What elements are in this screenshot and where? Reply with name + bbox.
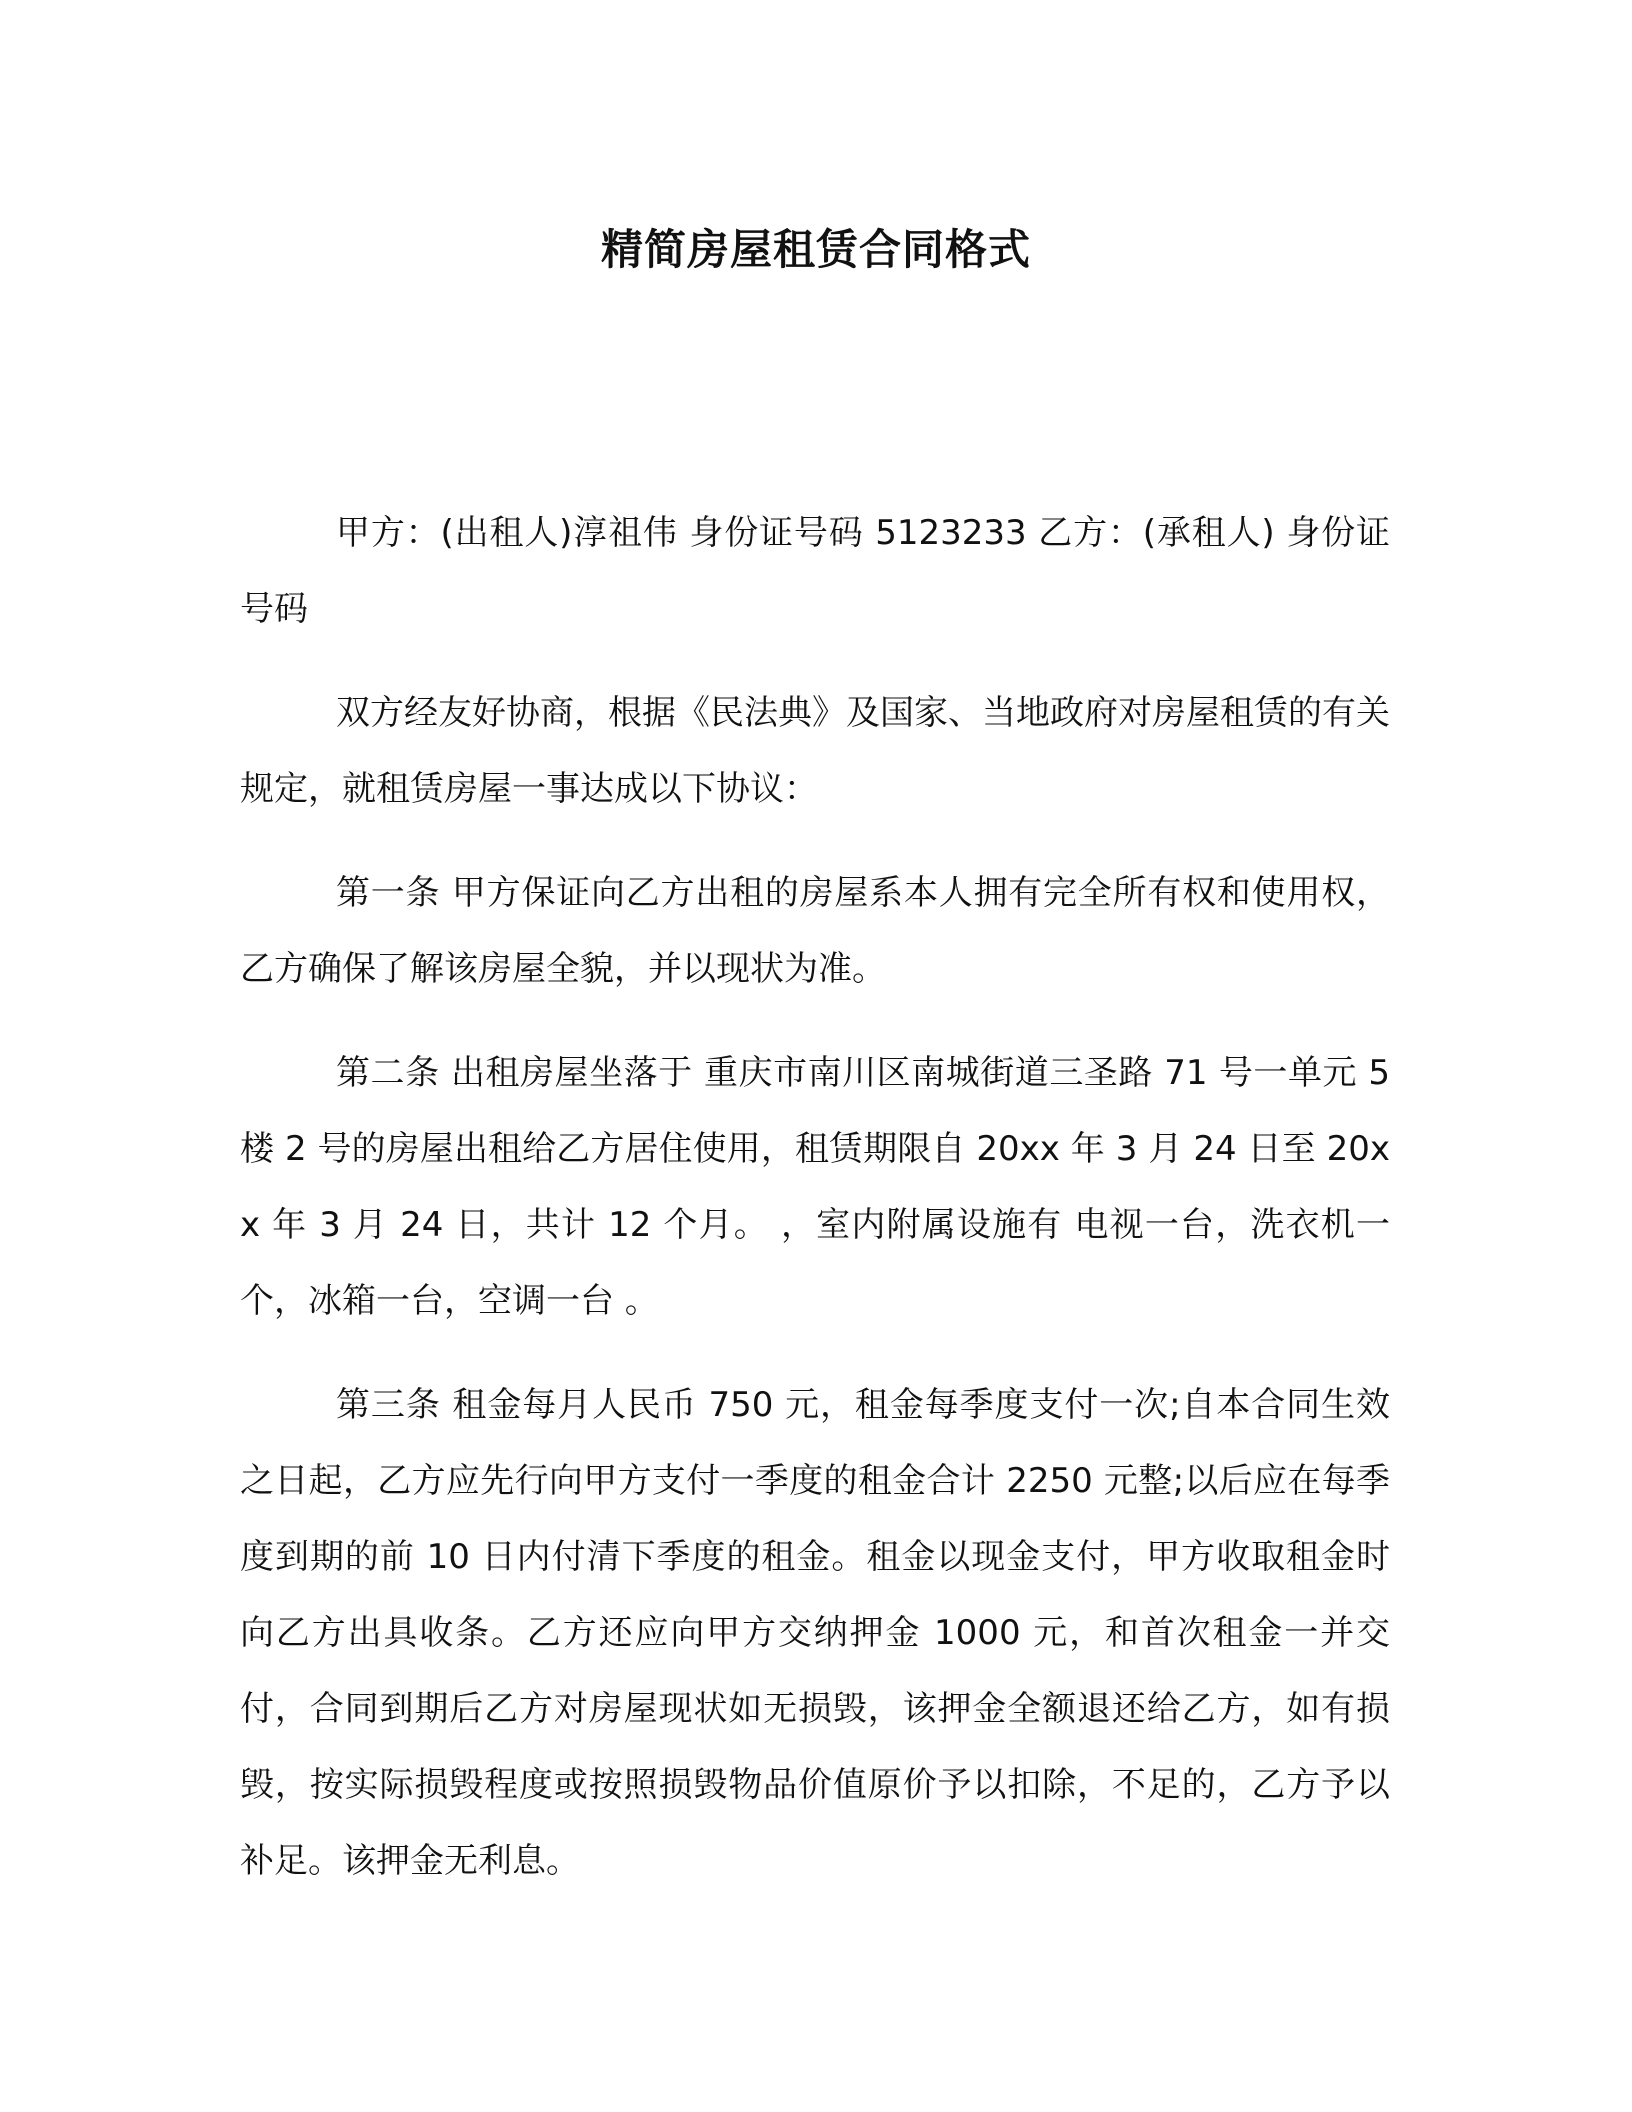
- preamble-paragraph: 双方经友好协商，根据《民法典》及国家、当地政府对房屋租赁的有关规定，就租赁房屋一事达成以下协议：: [240, 693, 1390, 809]
- document-title: 精简房屋租赁合同格式: [600, 225, 1031, 274]
- parties-paragraph: 甲方：(出租人)淳祖伟 身份证号码 5123233 乙方：(承租人) 身份证号码: [240, 513, 1390, 629]
- document-body: [240, 495, 1390, 1899]
- article-2-paragraph: 第二条 出租房屋坐落于 重庆市南川区南城街道三圣路 71 号一单元 5 楼 2 号的房屋出租给乙方居住使用，租赁期限自 20xx 年 3 月 24 日至 20xx 年 3 月 24 日，共计 12 个月。 ，室内附属设施有 电视一台，洗衣机一个，冰箱一台，空调一台 。: [240, 1053, 1390, 1321]
- article-3-paragraph: 第三条 租金每月人民币 750 元，租金每季度支付一次;自本合同生效之日起，乙方应先行向甲方支付一季度的租金合计 2250 元整;以后应在每季度到期的前 10 日内付清下季度的租金。租金以现金支付，甲方收取租金时向乙方出具收条。乙方还应向甲方交纳押金 1000 元，和首次租金一并交付，合同到期后乙方对房屋现状如无损毁，该押金全额退还给乙方，如有损毁，按实际损毁程度或按照损毁物品价值原价予以扣除，不足的，乙方予以补足。该押金无利息。: [240, 1385, 1390, 1881]
- article-1-paragraph: 第一条 甲方保证向乙方出租的房屋系本人拥有完全所有权和使用权，乙方确保了解该房屋全貌，并以现状为准。: [240, 873, 1390, 989]
